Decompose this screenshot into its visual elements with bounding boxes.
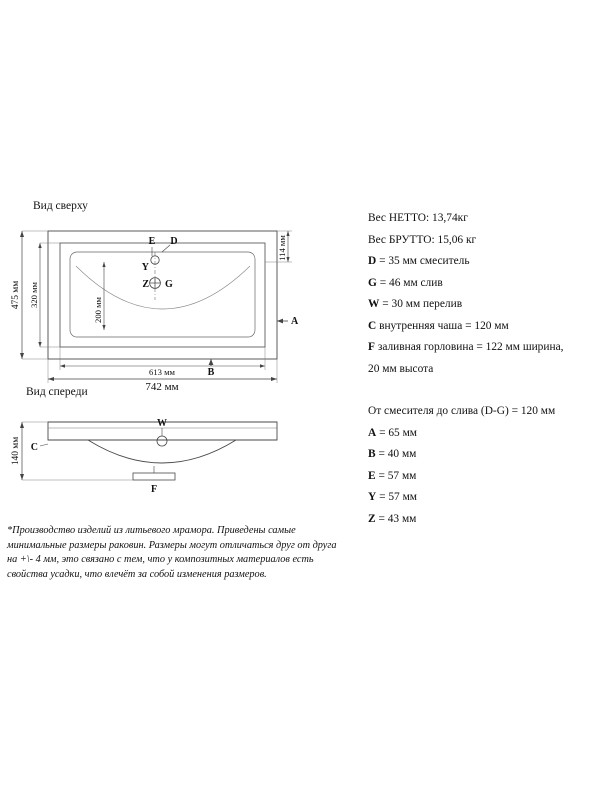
spec-z-text: = 43 мм (375, 512, 417, 525)
spec-f-cont-text: 20 мм высота (368, 362, 434, 375)
spec-line-d (368, 251, 592, 273)
top-view-outer-outline (48, 231, 277, 359)
dimarrow-140-bottom (20, 474, 24, 480)
top-view-group (11, 231, 299, 393)
spec-dg-text: От смесителя до слива (D-G) = 120 мм (368, 405, 556, 417)
dimarrow-742-right (271, 377, 277, 381)
dim-width-inner: 613 мм (149, 367, 175, 377)
dim-height-right: 114 мм (277, 235, 287, 261)
spec-w-key: W (368, 298, 380, 310)
label-C: C (30, 442, 38, 453)
spec-d-text: = 35 мм смеситель (376, 255, 470, 267)
dim-height-overall: 475 мм (11, 280, 21, 310)
arrow-A (277, 319, 283, 324)
specifications-group-2 (368, 401, 592, 530)
dimarrow-742-left (48, 377, 54, 381)
leader-C (40, 444, 48, 446)
spec-line-f (368, 337, 592, 359)
dimarrow-320-top (38, 243, 41, 248)
dimarrow-475-bottom (20, 353, 24, 359)
spec-line-w (368, 294, 592, 316)
dimarrow-613-right (260, 364, 265, 367)
spec-line-c (368, 316, 592, 338)
front-view-bowl-curve (88, 440, 236, 463)
dim-front-height: 140 мм (11, 436, 21, 466)
dimarrow-475-top (20, 231, 24, 237)
spec-line-a (368, 423, 592, 445)
spec-w-text: = 30 мм перелив (379, 298, 463, 310)
spec-line-netto (368, 208, 592, 230)
spec-e-text: = 57 мм (375, 469, 417, 482)
arrow-B (209, 359, 214, 365)
label-Y: Y (141, 262, 149, 273)
spec-b-key: B (368, 448, 376, 460)
label-Z: Z (142, 279, 149, 290)
spec-brutto-text: Вес БРУТТО: 15,06 кг (368, 233, 477, 246)
specifications-column (368, 208, 592, 530)
spec-y-key: Y (368, 491, 377, 503)
front-view-group (11, 418, 277, 495)
dimarrow-140-top (20, 422, 24, 428)
label-B: B (207, 367, 215, 378)
dimarrow-613-left (60, 364, 65, 367)
label-D: D (170, 236, 178, 247)
spec-g-key: G (368, 276, 377, 289)
spec-y-text: = 57 мм (376, 491, 418, 503)
label-G: G (165, 279, 173, 290)
front-view-spout-box (133, 473, 175, 480)
spec-line-e (368, 466, 592, 488)
spec-z-key: Z (368, 512, 376, 525)
dim-height-bowl: 200 мм (93, 297, 103, 323)
spec-line-dg (368, 401, 592, 423)
dimarrow-320-bottom (38, 342, 41, 347)
dim-width-overall: 742 мм (145, 381, 179, 393)
label-W: W (157, 418, 167, 429)
production-footnote: *Производство изделий из литьевого мрамора. Приведены самые минимальные размеры раковин. Размеры могут отличаться друг от друга на +\- 4 мм, это связано с тем, что у композитных материалов есть свойства усадки, что влечёт за собой изменения размеров. (7, 525, 337, 580)
dim-height-inner: 320 мм (29, 282, 39, 308)
spec-line-b (368, 444, 592, 466)
spec-line-brutto (368, 230, 592, 252)
spec-d-key: D (368, 255, 377, 267)
front-view-title: Вид спереди (26, 386, 88, 398)
label-F: F (150, 484, 158, 495)
top-view-title: Вид сверху (33, 200, 88, 212)
spec-line-z (368, 509, 592, 531)
spec-netto-text: Вес НЕТТО: 13,74кг (368, 212, 468, 224)
spec-f-text: заливная горловина = 122 мм ширина, (374, 341, 564, 353)
spec-g-text: = 46 мм слив (376, 276, 443, 289)
spec-line-g (368, 273, 592, 295)
spec-line-y (368, 487, 592, 509)
label-A: A (291, 316, 299, 327)
spec-f-key: F (368, 341, 375, 353)
spec-line-f-cont (368, 359, 592, 381)
spec-e-key: E (368, 469, 376, 482)
spec-a-text: = 65 мм (376, 426, 418, 439)
spec-c-key: C (368, 319, 377, 332)
spec-c-text: внутренняя чаша = 120 мм (376, 319, 509, 332)
label-E: E (148, 236, 156, 247)
spec-a-key: A (368, 426, 377, 439)
spec-b-text: = 40 мм (375, 448, 417, 460)
